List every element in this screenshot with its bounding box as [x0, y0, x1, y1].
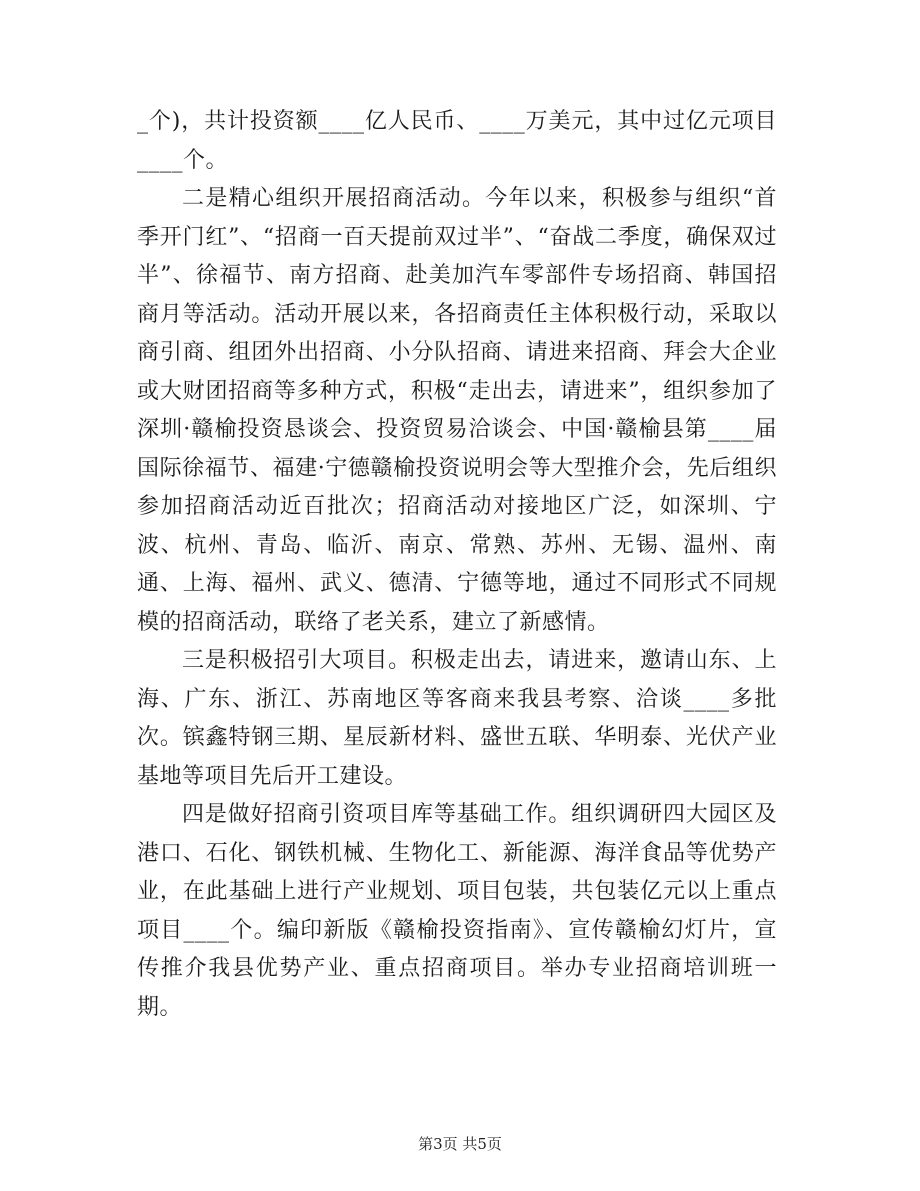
page-number-footer: 第3页 共5页 [418, 1135, 502, 1153]
paragraph-1: _个)，共计投资额____亿人民币、____万美元，其中过亿元项目____个。 [137, 109, 777, 173]
paragraph-3: 三是积极招引大项目。积极走出去，请进来，邀请山东、上海、广东、浙江、苏南地区等客商来我县考察、洽谈____多批次。镔鑫特钢三期、星辰新材料、盛世五联、华明泰、光伏产业基地等项目先后开工建设。 [137, 648, 777, 789]
paragraph-4: 四是做好招商引资项目库等基础工作。组织调研四大园区及港口、石化、钢铁机械、生物化工、新能源、海洋食品等优势产业，在此基础上进行产业规划、项目包装，共包装亿元以上重点项目____个。编印新版《赣榆投资指南》、宣传赣榆幻灯片，宣传推介我县优势产业、重点招商项目。举办专业招商培训班一期。 [137, 802, 777, 1020]
document-body [137, 103, 777, 1027]
paragraph-2: 二是精心组织开展招商活动。今年以来，积极参与组织“首季开门红”、“招商一百天提前双过半”、“奋战二季度，确保双过半”、徐福节、南方招商、赴美加汽车零部件专场招商、韩国招商月等活动。活动开展以来，各招商责任主体积极行动，采取以商引商、组团外出招商、小分队招商、请进来招商、拜会大企业或大财团招商等多种方式，积极“走出去，请进来”，组织参加了深圳·赣榆投资恳谈会、投资贸易洽谈会、中国·赣榆县第____届国际徐福节、福建·宁德赣榆投资说明会等大型推介会，先后组织参加招商活动近百批次；招商活动对接地区广泛，如深圳、宁波、杭州、青岛、临沂、南京、常熟、苏州、无锡、温州、南通、上海、福州、武义、德清、宁德等地，通过不同形式不同规模的招商活动，联络了老关系，建立了新感情。 [137, 186, 777, 635]
